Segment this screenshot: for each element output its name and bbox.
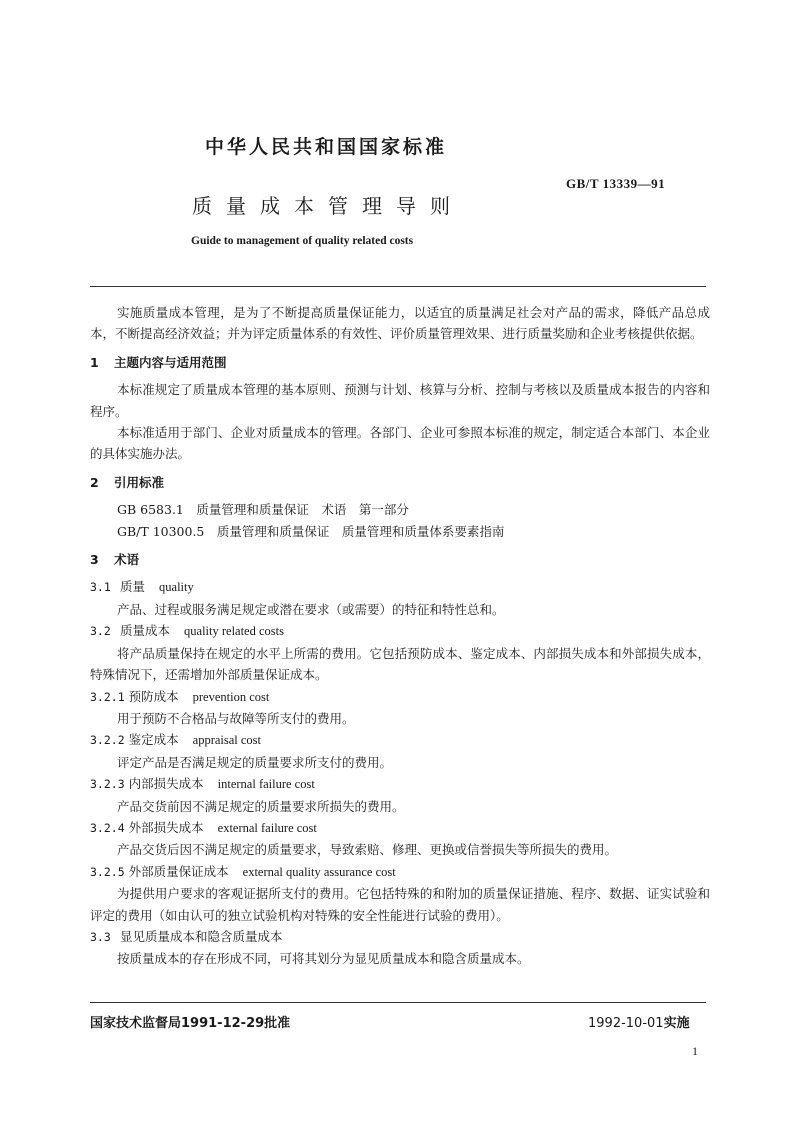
effective-line — [588, 1012, 690, 1031]
section-title: 术语 — [114, 552, 140, 568]
intro-paragraph: 实施质量成本管理，是为了不断提高质量保证能力，以适宜的质量满足社会对产品的需求，降低产品总成本，不断提高经济效益；并为评定质量体系的有效性、评价质量管理效果、进行质量奖励和企业考核提供依据。 — [90, 305, 710, 342]
national-standard-label: 中华人民共和国国家标准 — [205, 136, 448, 158]
section-2-heading — [90, 472, 710, 493]
term-number: 3.3 — [90, 929, 111, 944]
term-name-en: appraisal cost — [192, 733, 262, 748]
term-number: 3.2.2 — [90, 733, 125, 748]
header-divider — [90, 286, 706, 287]
term-heading — [90, 729, 710, 751]
document-body — [90, 302, 710, 970]
term-number: 3.2.3 — [90, 777, 125, 792]
term-number: 3.1 — [90, 580, 111, 595]
term-number: 3.2.5 — [90, 864, 125, 879]
term-name-en: quality — [159, 580, 194, 595]
term-heading — [90, 817, 710, 839]
term-number: 3.2 — [90, 624, 111, 639]
term-name-en: internal failure cost — [217, 777, 315, 792]
section-1-heading — [90, 352, 710, 373]
section-number: 3 — [90, 552, 99, 568]
term-definition: 为提供用户要求的客观证据所支付的费用。它包括特殊的和附加的质量保证措施、程序、数据、证实试验和评定的费用（如由认可的独立试验机构对特殊的安全性能进行试验的费用）。 — [90, 886, 710, 923]
effective-label: 实施 — [663, 1016, 690, 1031]
term-definition: 按质量成本的存在形成不同，可将其划分为显见质量成本和隐含质量成本。 — [117, 951, 530, 967]
term-name-cn: 内部损失成本 — [128, 776, 204, 792]
section-title: 主题内容与适用范围 — [114, 354, 227, 370]
term-number: 3.2.4 — [90, 820, 125, 835]
term-heading — [90, 576, 710, 598]
term-definition: 用于预防不合格品与故障等所支付的费用。 — [117, 710, 355, 726]
approval-line: 国家技术监督局1991-12-29批准 — [90, 1016, 291, 1031]
term-definition: 评定产品是否满足规定的质量要求所支付的费用。 — [117, 754, 393, 770]
reference-item: GB/T 10300.5 质量管理和质量保证 质量管理和质量体系要素指南 — [117, 523, 505, 539]
reference-item: GB 6583.1 质量管理和质量保证 术语 第一部分 — [117, 502, 409, 518]
term-name-en: external quality assurance cost — [242, 864, 396, 879]
term-name-en: external failure cost — [217, 820, 317, 835]
term-name-cn: 预防成本 — [128, 688, 179, 704]
section-1-paragraph: 本标准适用于部门、企业对质量成本的管理。各部门、企业可参照本标准的规定，制定适合本部门、本企业的具体实施办法。 — [90, 425, 710, 462]
document-title-cn: 质量成本管理导则 — [192, 194, 464, 218]
section-1-paragraph: 本标准规定了质量成本管理的基本原则、预测与计划、核算与分析、控制与考核以及质量成本报告的内容和程序。 — [90, 382, 710, 419]
term-name-cn: 质量成本 — [120, 623, 171, 639]
term-name-cn: 外部损失成本 — [128, 819, 204, 835]
term-name-cn: 外部质量保证成本 — [128, 863, 229, 879]
term-name-en: prevention cost — [192, 689, 270, 704]
term-name-cn: 质量 — [120, 579, 146, 595]
term-heading — [90, 620, 710, 642]
term-heading — [90, 686, 710, 708]
term-definition: 产品交货前因不满足规定的质量要求所损失的费用。 — [117, 798, 405, 814]
section-3-heading — [90, 549, 710, 570]
standard-code — [566, 176, 665, 192]
term-number: 3.2.1 — [90, 689, 125, 704]
document-title-en: Guide to management of quality related costs — [191, 235, 414, 247]
term-name-en: quality related costs — [184, 624, 284, 639]
section-title: 引用标准 — [114, 474, 165, 490]
effective-date: 1992-10-01 — [588, 1016, 664, 1031]
term-definition: 将产品质量保持在规定的水平上所需的费用。它包括预防成本、鉴定成本、内部损失成本和外部损失成本，特殊情况下，还需增加外部质量保证成本。 — [90, 645, 710, 683]
page-number: 1 — [692, 1044, 698, 1058]
standard-code-text: GB/T 13339—91 — [566, 176, 666, 191]
term-name-cn: 显见质量成本和隐含质量成本 — [120, 928, 283, 944]
footer-divider — [90, 1002, 706, 1003]
term-heading — [90, 773, 710, 795]
term-definition: 产品、过程或服务满足规定或潜在要求（或需要）的特征和特性总和。 — [117, 601, 505, 617]
term-heading — [90, 861, 710, 883]
section-number: 1 — [90, 354, 99, 370]
term-name-cn: 鉴定成本 — [128, 732, 179, 748]
section-number: 2 — [90, 474, 99, 490]
term-heading — [90, 926, 710, 948]
term-definition: 产品交货后因不满足规定的质量要求，导致索赔、修理、更换或信誉损失等所损失的费用。 — [117, 842, 618, 858]
